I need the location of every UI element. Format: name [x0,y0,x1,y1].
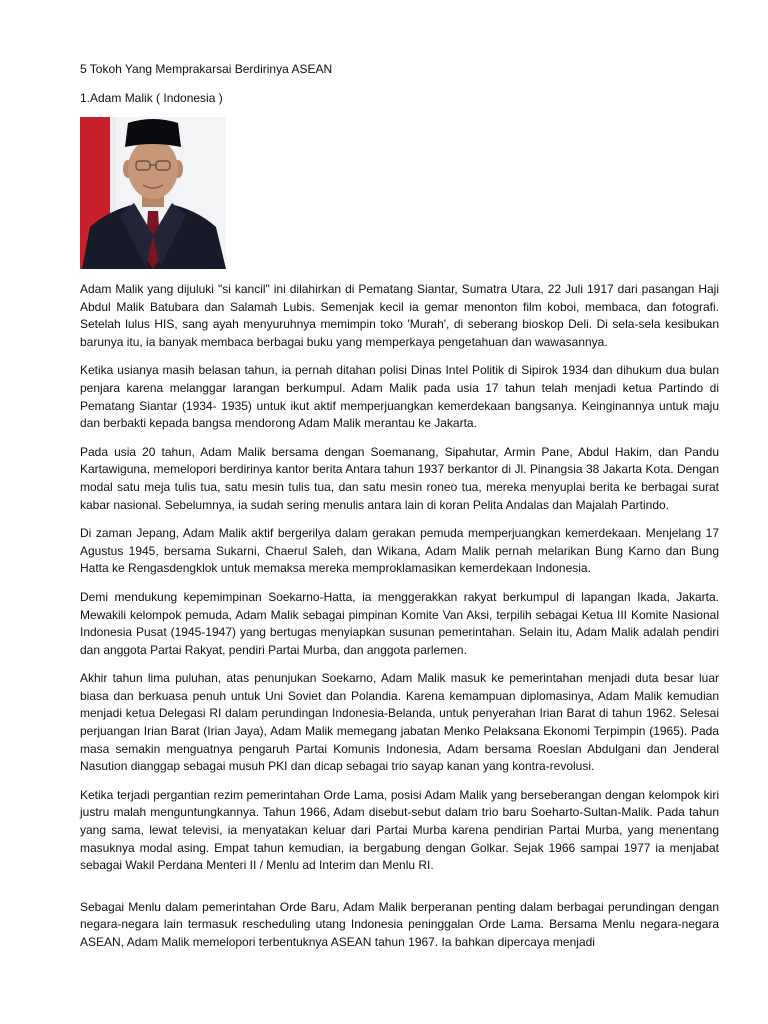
paragraph: Demi mendukung kepemimpinan Soekarno-Hatta, ia menggerakkan rakyat berkumpul di lapangan Ikada, Jakarta. Mewakili kelompok pemuda, Adam Malik sebagai pimpinan Komite Van Aksi, terpilih sebagai Ketua III Komite Nasional Indonesia Pusat (1945-1947) yang bertugas menyiapkan susunan pemerintahan. Selain itu, Adam Malik adalah pendiri dan anggota Partai Rakyat, pendiri Partai Murba, dan anggota parlemen. [80,589,719,657]
paragraph: Adam Malik yang dijuluki "si kancil" ini dilahirkan di Pematang Siantar, Sumatra Utara, 22 Juli 1917 dari pasangan Haji Abdul Malik Batubara dan Salamah Lubis. Semenjak kecil ia gemar menonton film koboi, membaca, dan fotografi. Setelah lulus HIS, sang ayah menyuruhnya memimpin toko 'Murah', di seberang bioskop Deli. Di sela-sela kesibukan barunya itu, ia banyak membaca berbagai buku yang memperkaya pengetahuan dan wawasannya. [80,282,719,349]
document-title: 5 Tokoh Yang Memprakarsai Berdirinya ASEAN [80,62,333,76]
paragraph: Ketika terjadi pergantian rezim pemerintahan Orde Lama, posisi Adam Malik yang berseberangan dengan kelompok kiri justru malah menguntungkannya. Tahun 1966, Adam disebut-sebut dalam trio baru Soeharto-Sultan-Malik. Pada tahun yang sama, lewat televisi, ia menyatakan keluar dari Partai Murba karena pendirian Partai Murba, yang menentang masuknya modal asing. Empat tahun kemudian, ia bergabung dengan Golkar. Sejak 1966 sampai 1977 ia menjabat sebagai Wakil Perdana Menteri II / Menlu ad Interim dan Menlu RI. [80,787,719,873]
portrait-photo [80,117,226,269]
article-body [80,281,719,963]
paragraph: Di zaman Jepang, Adam Malik aktif bergerilya dalam gerakan pemuda memperjuangkan kemerdekaan. Menjelang 17 Agustus 1945, bersama Sukarni, Chaerul Saleh, dan Wikana, Adam Malik pernah melarikan Bung Karno dan Bung Hatta ke Rengasdengklok untuk memaksa mereka memproklamasikan kemerdekaan Indonesia. [80,526,719,576]
section-heading: 1.Adam Malik ( Indonesia ) [80,91,223,105]
paragraph: Pada usia 20 tahun, Adam Malik bersama dengan Soemanang, Sipahutar, Armin Pane, Abdul Hakim, dan Pandu Kartawiguna, memelopori berdirinya kantor berita Antara tahun 1937 berkantor di Jl. Pinangsia 38 Jakarta Kota. Dengan modal satu meja tulis tua, satu mesin tulis tua, dan satu mesin roneo tua, mereka menyuplai berita ke berbagai surat kabar nasional. Sebelumnya, ia sudah sering menulis antara lain di koran Pelita Andalas dan Majalah Partindo. [80,444,719,512]
paragraph: Akhir tahun lima puluhan, atas penunjukan Soekarno, Adam Malik masuk ke pemerintahan menjadi duta besar luar biasa dan berkuasa penuh untuk Uni Soviet dan Polandia. Karena kemampuan diplomasinya, Adam Malik kemudian menjadi ketua Delegasi RI dalam perundingan Indonesia-Belanda, untuk penyerahan Irian Barat di tahun 1962. Selesai perjuangan Irian Barat (Irian Jaya), Adam Malik memegang jabatan Menko Pelaksana Ekonomi Terpimpin (1965). Pada masa semakin menguatnya pengaruh Partai Komunis Indonesia, Adam bersama Roeslan Abdulgani dan Jenderal Nasution dianggap sebagai musuh PKI dan dicap sebagai trio sayap kanan yang kontra-revolusi. [80,671,719,774]
paragraph: Sebagai Menlu dalam pemerintahan Orde Baru, Adam Malik berperanan penting dalam berbagai perundingan dengan negara-negara lain termasuk rescheduling utang Indonesia peninggalan Orde Lama. Bersama Menlu negara-negara ASEAN, Adam Malik memelopori terbentuknya ASEAN tahun 1967. Ia bahkan dipercaya menjadi [80,899,719,949]
paragraph: Ketika usianya masih belasan tahun, ia pernah ditahan polisi Dinas Intel Politik di Sipirok 1934 dan dihukum dua bulan penjara karena melanggar larangan berkumpul. Adam Malik pada usia 17 tahun telah menjadi ketua Partindo di Pematang Siantar (1934- 1935) untuk ikut aktif memperjuangkan kemerdekaan bangsanya. Keinginannya untuk maju dan berbakti kepada bangsa mendorong Adam Malik merantau ke Jakarta. [80,363,719,431]
